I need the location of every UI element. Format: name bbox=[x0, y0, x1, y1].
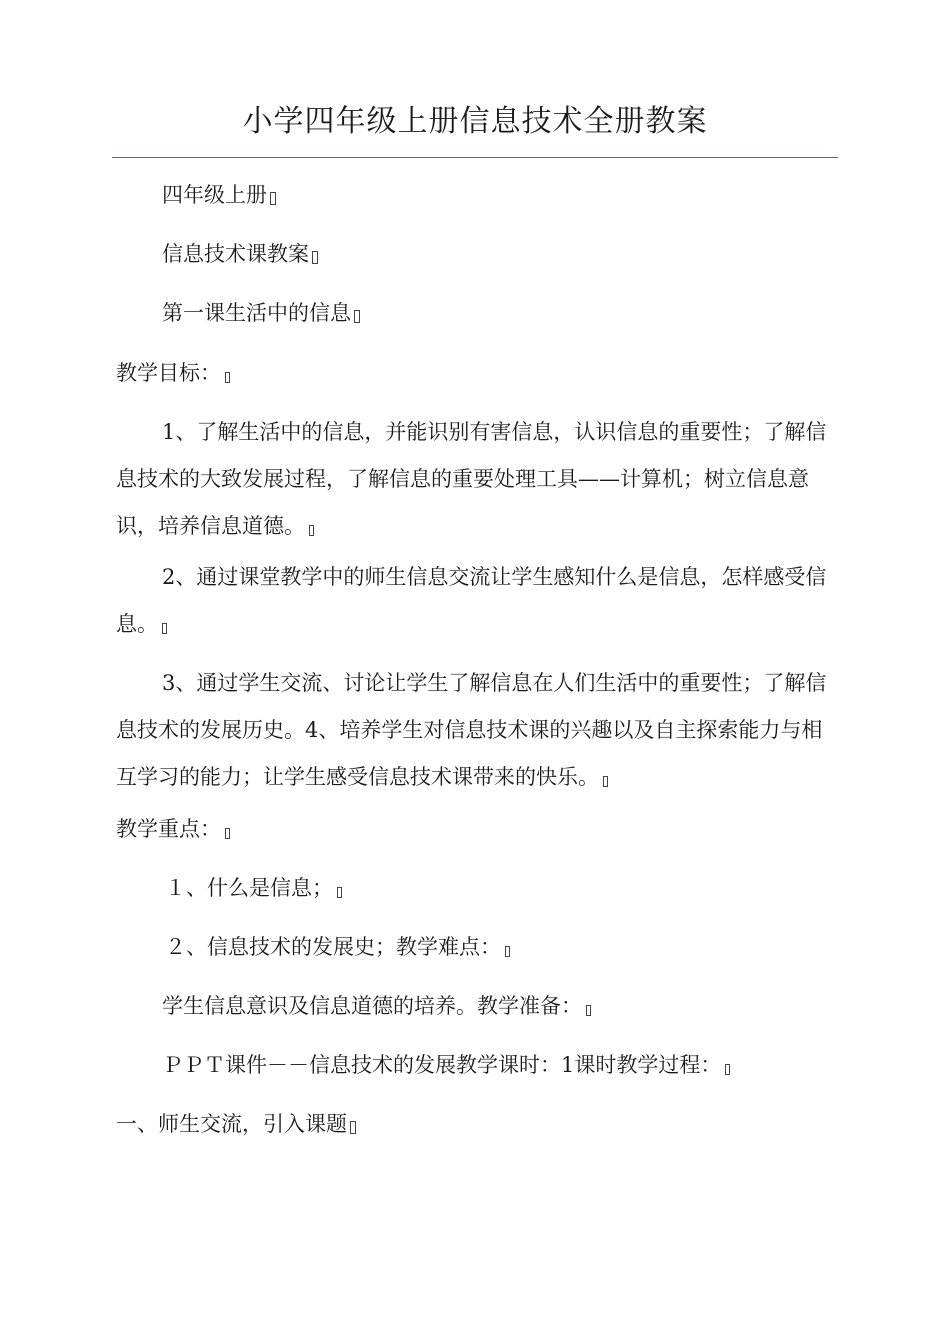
paragraph-text: 第一课生活中的信息 bbox=[162, 301, 351, 325]
paragraph-mark-icon bbox=[225, 372, 230, 383]
title-underline bbox=[112, 157, 838, 158]
paragraph-subject bbox=[116, 231, 836, 278]
paragraph-text: 一、师生交流，引入课题 bbox=[116, 1112, 347, 1136]
paragraph-text: ２、信息技术的发展史；教学难点： bbox=[165, 935, 501, 959]
key-point-2 bbox=[116, 924, 836, 971]
document-title: 小学四年级上册信息技术全册教案 bbox=[242, 104, 708, 139]
paragraph-text: 四年级上册 bbox=[162, 183, 267, 207]
paragraph-text: 教学重点： bbox=[116, 817, 221, 841]
objective-3-4 bbox=[116, 660, 836, 801]
heading-objectives bbox=[116, 350, 836, 397]
paragraph-mark-icon bbox=[505, 946, 510, 957]
paragraph-mark-icon bbox=[603, 776, 608, 787]
paragraph-text: ＰＰＴ课件－－信息技术的发展教学课时：1课时教学过程： bbox=[162, 1053, 722, 1077]
key-point-1 bbox=[116, 865, 836, 912]
section-one-heading bbox=[116, 1101, 836, 1148]
paragraph-mark-icon bbox=[270, 192, 276, 205]
paragraph-mark-icon bbox=[312, 251, 318, 264]
paragraph-mark-icon bbox=[225, 828, 230, 839]
paragraph-text: 学生信息意识及信息道德的培养。教学准备： bbox=[162, 994, 582, 1018]
paragraph-grade bbox=[116, 172, 836, 219]
paragraph-text: 3、通过学生交流、讨论让学生了解信息在人们生活中的重要性；了解信息技术的发展历史。4、培养学生对信息技术课的兴趣以及自主探索能力与相互学习的能力；让学生感受信息技术课带来的快乐。 bbox=[116, 671, 827, 789]
paragraph-text: 信息技术课教案 bbox=[162, 242, 309, 266]
difficulty-and-preparation bbox=[116, 983, 836, 1030]
paragraph-mark-icon bbox=[162, 623, 167, 634]
paragraph-lesson-title bbox=[116, 290, 836, 337]
paragraph-text: 2、通过课堂教学中的师生信息交流让学生感知什么是信息，怎样感受信息。 bbox=[116, 565, 827, 636]
paragraph-text: １、什么是信息； bbox=[165, 876, 333, 900]
paragraph-text: 教学目标： bbox=[116, 361, 221, 385]
paragraph-mark-icon bbox=[354, 310, 360, 323]
paragraph-mark-icon bbox=[309, 525, 314, 536]
materials-and-hours bbox=[116, 1042, 836, 1089]
heading-key-points bbox=[116, 806, 836, 853]
paragraph-mark-icon bbox=[350, 1121, 356, 1134]
paragraph-mark-icon bbox=[586, 1005, 591, 1016]
paragraph-text: 1、了解生活中的信息，并能识别有害信息，认识信息的重要性；了解信息技术的大致发展过程，了解信息的重要处理工具——计算机；树立信息意识，培养信息道德。 bbox=[116, 420, 827, 538]
paragraph-mark-icon bbox=[725, 1064, 730, 1075]
paragraph-mark-icon bbox=[337, 887, 342, 898]
objective-2 bbox=[116, 554, 836, 648]
objective-1 bbox=[116, 409, 836, 550]
